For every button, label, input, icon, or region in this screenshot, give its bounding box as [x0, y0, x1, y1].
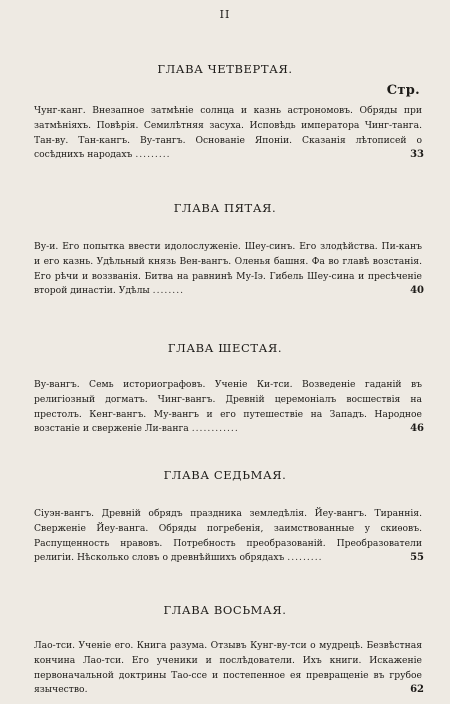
chapter-4-entry: [34, 104, 422, 163]
chapter-7-page-number: 55: [410, 552, 424, 564]
chapter-4-page-number: 33: [410, 149, 424, 161]
chapter-5-text: Ву-и. Его попытка ввести идолослуженіе. Шеу-синъ. Его злодѣйства. Пи-канъ и его казнь. Удѣльный князь Вен-вангъ. Оленья башня. Фа во главѣ возстанія. Его рѣчи и воззванія. Битва на равнинѣ Му-Іэ. Гибель Шеу-сина и пресѣченіе второй династіи. Удѣлы: [34, 241, 422, 297]
chapter-6-page-number: 46: [410, 423, 424, 435]
chapter-8-title: ГЛАВА ВОСЬМАЯ.: [163, 603, 287, 617]
chapter-8-text: Лао-тси. Ученіе его. Книга разума. Отзывъ Кунг-ву-тси о мудрецѣ. Безвѣстная кончина Лао-тси. Его ученики и послѣдователи. Ихъ книги. Искаженіе первоначальной доктрины Тао-ссе и постепенное ея превращеніе въ грубое язычество.: [34, 640, 422, 696]
chapter-5-page-number: 40: [410, 285, 424, 297]
chapter-7-entry: [34, 507, 422, 566]
chapter-8-entry: [34, 639, 422, 698]
chapter-8-page-number: 62: [410, 684, 424, 696]
chapter-5-leader-dots: ........: [152, 285, 185, 297]
chapter-7-leader-dots: .........: [287, 552, 323, 564]
chapter-6-text: Ву-вангъ. Семь историографовъ. Ученіе Ки-тси. Возведеніе гаданій въ религіозный догматъ. Чинг-вангъ. Древній церемоніалъ восшествія на престолъ. Кенг-вангъ. Му-вангъ и его путешествіе на Западъ. Народное возстаніе и сверженіе Ли-ванга: [34, 379, 422, 435]
chapter-5-entry: [34, 240, 422, 299]
chapter-6-leader-dots: ............: [191, 423, 239, 435]
page-number: II: [219, 8, 231, 21]
chapter-6-title: ГЛАВА ШЕСТАЯ.: [167, 341, 283, 355]
chapter-6-entry: [34, 378, 422, 437]
chapter-5-title: ГЛАВА ПЯТАЯ.: [173, 201, 277, 215]
chapter-7-title: ГЛАВА СЕДЬМАЯ.: [163, 468, 287, 482]
chapter-7-text: Сіуэн-вангъ. Древній обрядъ праздника земледѣлія. Йеу-вангъ. Тираннія. Сверженіе Йеу-ванга. Обряды погребенія, заимствованные у скиѳовъ. Распущенность нравовъ. Потребность преобразованій. Преобразователи религіи. Нѣсколько словъ о древнѣйшихъ обрядахъ: [34, 508, 422, 564]
page-column-label: Стр.: [386, 83, 420, 98]
chapter-4-text: Чунг-канг. Внезапное затмѣніе солнца и казнь астрономовъ. Обряды при затмѣніяхъ. Повѣрія. Семилѣтняя засуха. Исповѣдь императора Чинг-танга. Тан-ву. Тан-кангъ. Ву-тангъ. Основаніе Японіи. Сказанія лѣтописей о сосѣднихъ народахъ: [34, 105, 422, 161]
chapter-4-title: ГЛАВА ЧЕТВЕРТАЯ.: [157, 62, 293, 76]
chapter-4-leader-dots: .........: [135, 149, 171, 161]
